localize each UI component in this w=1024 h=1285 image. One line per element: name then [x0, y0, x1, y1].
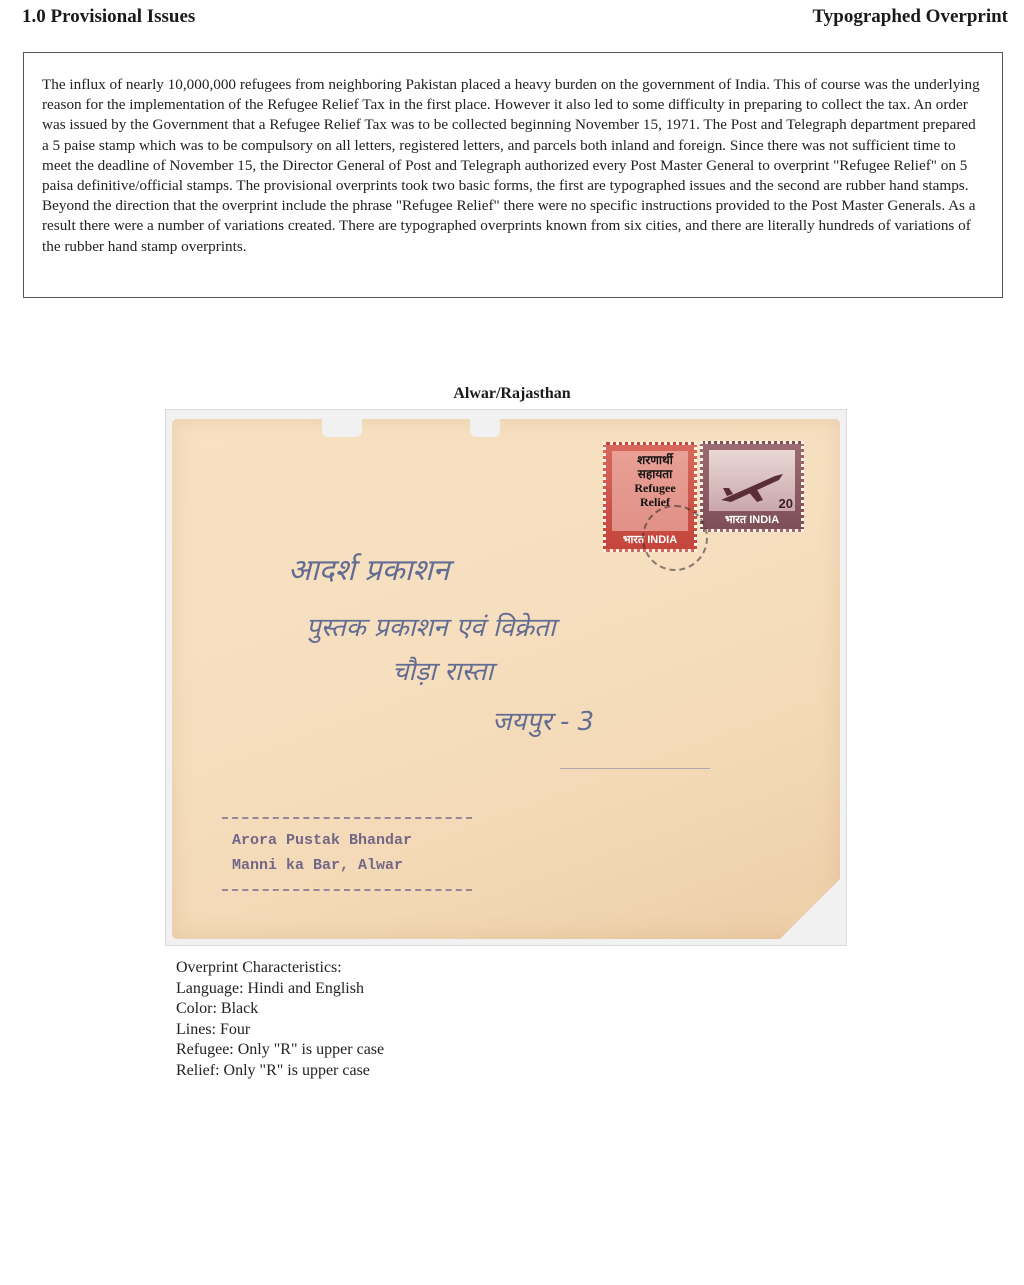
overprint-line: सहायता	[637, 467, 673, 481]
handstamp-line: Manni ka Bar, Alwar	[232, 857, 404, 874]
corner-wear	[780, 879, 840, 939]
sender-handstamp	[222, 817, 472, 891]
topic-title: Typographed Overprint	[812, 6, 1008, 27]
stamp-caption: भारत INDIA	[724, 514, 780, 526]
characteristic-language: Language: Hindi and English	[176, 979, 364, 997]
overprint-characteristics	[176, 958, 384, 1081]
characteristic-relief: Relief: Only "R" is upper case	[176, 1061, 370, 1079]
cover-title: Alwar/Rajasthan	[453, 385, 571, 402]
stamp-value: 20	[778, 496, 793, 511]
address-line: आदर्श प्रकाशन	[288, 553, 450, 588]
stamp-overprint	[620, 453, 690, 509]
intro-text-box	[23, 52, 1003, 298]
characteristic-lines: Lines: Four	[176, 1020, 251, 1038]
aircraft-stamp	[700, 441, 804, 532]
overprint-line: Refugee	[634, 481, 676, 495]
flap-notch	[470, 419, 500, 437]
flap-notch	[322, 419, 362, 437]
section-title: 1.0 Provisional Issues	[22, 6, 196, 27]
stamp-caption: भारत INDIA	[622, 534, 678, 546]
handstamp-line: Arora Pustak Bhandar	[232, 832, 413, 849]
characteristic-color: Color: Black	[176, 1000, 259, 1017]
address-line: पुस्तक प्रकाशन एवं विक्रेता	[306, 613, 556, 643]
address-line: चौड़ा रास्ता	[392, 657, 494, 687]
intro-paragraph: The influx of nearly 10,000,000 refugees from neighboring Pakistan placed a heavy burden on the government of India. This of course was the underlying reason for the implementation of the Refugee Relief Tax in the first place. However it also led to some difficulty in preparing to collect the tax. An order was issued by the Government that a Refugee Relief Tax was to be collected beginning November 15, 1971. The Post and Telegraph department prepared a 5 paise stamp which was to be compulsory on all letters, registered letters, and parcels both inland and foreign. Since there was not sufficient time to meet the deadline of November 15, the Director General of Post and Telegraph authorized every Post Master General to overprint "Refugee Relief" on 5 paisa definitive/official stamps. The provisional overprints took two basic forms, the first are typographed issues and the second are rubber hand stamps. Beyond the direction that the overprint include the phrase "Refugee Relief" there were no specific instructions provided to the Post Master Generals. As a result there were a number of variations created. There are typographed overprints known from six cities, and there are literally hundreds of variations of the rubber hand stamp overprints.	[42, 76, 980, 255]
underline	[560, 768, 710, 769]
overprint-line: Relief	[640, 495, 670, 509]
overprint-line: शरणार्थी	[637, 453, 673, 467]
characteristics-heading: Overprint Characteristics:	[176, 959, 342, 976]
postmark-icon	[642, 505, 708, 571]
characteristic-refugee: Refugee: Only "R" is upper case	[176, 1041, 385, 1058]
address-line: जयपुर - 3	[492, 707, 595, 737]
